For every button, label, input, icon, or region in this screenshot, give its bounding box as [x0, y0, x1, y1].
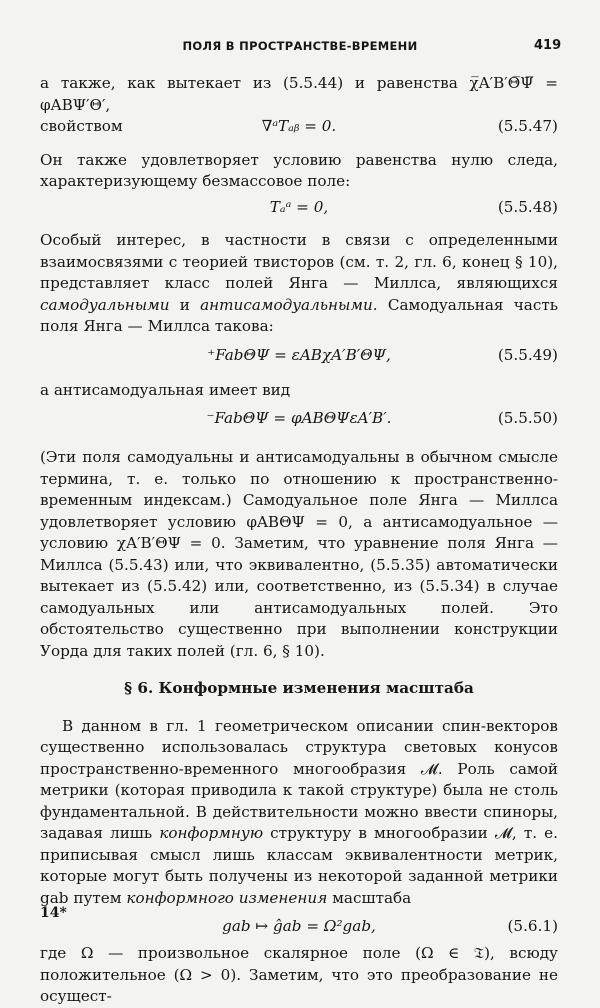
- equation-formula: ⁻FabΘΨ = φABΘΨεA′B′.: [206, 409, 392, 427]
- equation-number: (5.5.47): [497, 117, 558, 135]
- running-header: ПОЛЯ В ПРОСТРАНСТВЕ-ВРЕМЕНИ: [182, 39, 418, 53]
- equation-formula: Tₐᵃ = 0,: [269, 197, 329, 216]
- paragraph-3-italic-1: самодуальными: [40, 295, 170, 314]
- paragraph-3-text-2: и: [169, 295, 201, 314]
- signature-mark: 14*: [40, 905, 67, 921]
- equation-number: (5.6.1): [507, 917, 558, 935]
- paragraph-5: (Эти поля самодуальны и антисамодуальны в обычном смысле термина, т. е. только по отношению к пространственно-временным индексам.) Самодуальное поле Янга — Миллса удовлетворяет условию φABΘΨ = 0, а антисамодуальное — условию χA′B′ΘΨ = 0. Заметим, что уравнение поля Янга — Миллса (5.5.43) или, что эквивалентно, (5.5.35) автоматически вытекает из (5.5.42) или, соответственно, из (5.5.34) в случае самодуальных или антисамодуальных полей. Это обстоятельство существенно при выполнении конструкции Уорда для таких полей (гл. 6, § 10).: [40, 448, 558, 660]
- page-number: 419: [534, 38, 562, 53]
- paragraph-6-italic-2: конформного изменения: [126, 888, 328, 907]
- equation-formula: gab ↦ ĝab = Ω²gab,: [222, 917, 376, 935]
- equation-5-6-1: [40, 909, 558, 943]
- paragraph-4: а антисамодуальная имеет вид: [40, 380, 291, 399]
- equation-number: (5.5.48): [497, 197, 558, 216]
- equation-5-5-50: [40, 401, 558, 435]
- equation-number: (5.5.50): [497, 409, 558, 427]
- paragraph-7: где Ω — произвольное скалярное поле (Ω ∈ 𝔗), всюду положительное (Ω > 0). Заметим, что это преобразование не осущест-: [40, 944, 558, 1005]
- paragraph-6-text-1: В данном в гл. 1 геометрическом описании спин-векторов существенно использовалась структура световых конусов пространственно-временного многообразия 𝓜. Роль самой метрики (которая приводила к такой структуре) была не столь фундаментальной. В действительности можно ввести спиноры, задавая лишь: [40, 716, 558, 842]
- paragraph-6: [40, 716, 558, 910]
- paragraph-1-line-b: свойством: [40, 117, 123, 135]
- paragraph-3-text-1: Особый интерес, в частности в связи с определенными взаимосвязями с теорией твисторов (см. т. 2, гл. 6, конец § 10), представляет класс полей Янга — Миллса, являющихся: [40, 231, 558, 292]
- paragraph-3-italic-2: антисамодуальными.: [200, 295, 378, 314]
- equation-formula: ⁺FabΘΨ = εABχA′B′ΘΨ,: [207, 345, 391, 364]
- equation-5-5-49: [40, 338, 558, 372]
- paragraph-2: Он также удовлетворяет условию равенства нулю следа, характеризующему безмассовое поле:: [40, 150, 558, 190]
- equation-5-5-47: [40, 116, 558, 138]
- equation-5-5-48: [40, 197, 558, 219]
- page-body: [40, 73, 558, 1008]
- equation-formula: ∇ᵃTₐᵦ = 0.: [261, 117, 337, 135]
- section-title: § 6. Конформные изменения масштаба: [124, 679, 474, 697]
- paragraph-6-text-2: структуру в многообразии 𝓜, т. е. приписывая смысл лишь классам эквивалентности метрик, которые могут быть получены из некоторой заданной метрики gab путем: [40, 824, 558, 907]
- paragraph-3: [40, 230, 558, 338]
- paragraph-1-line-a: а также, как вытекает из (5.5.44) и равенства χ̅A′B′Θ̅Ψ̅ = φABΨ′Θ′,: [40, 74, 558, 114]
- paragraph-3-text-3: Самодуальная часть поля Янга — Миллса такова:: [40, 295, 559, 335]
- paragraph-6-italic-1: конформную: [159, 824, 264, 842]
- paragraph-6-text-3: масштаба: [327, 888, 412, 907]
- equation-number: (5.5.49): [497, 345, 558, 364]
